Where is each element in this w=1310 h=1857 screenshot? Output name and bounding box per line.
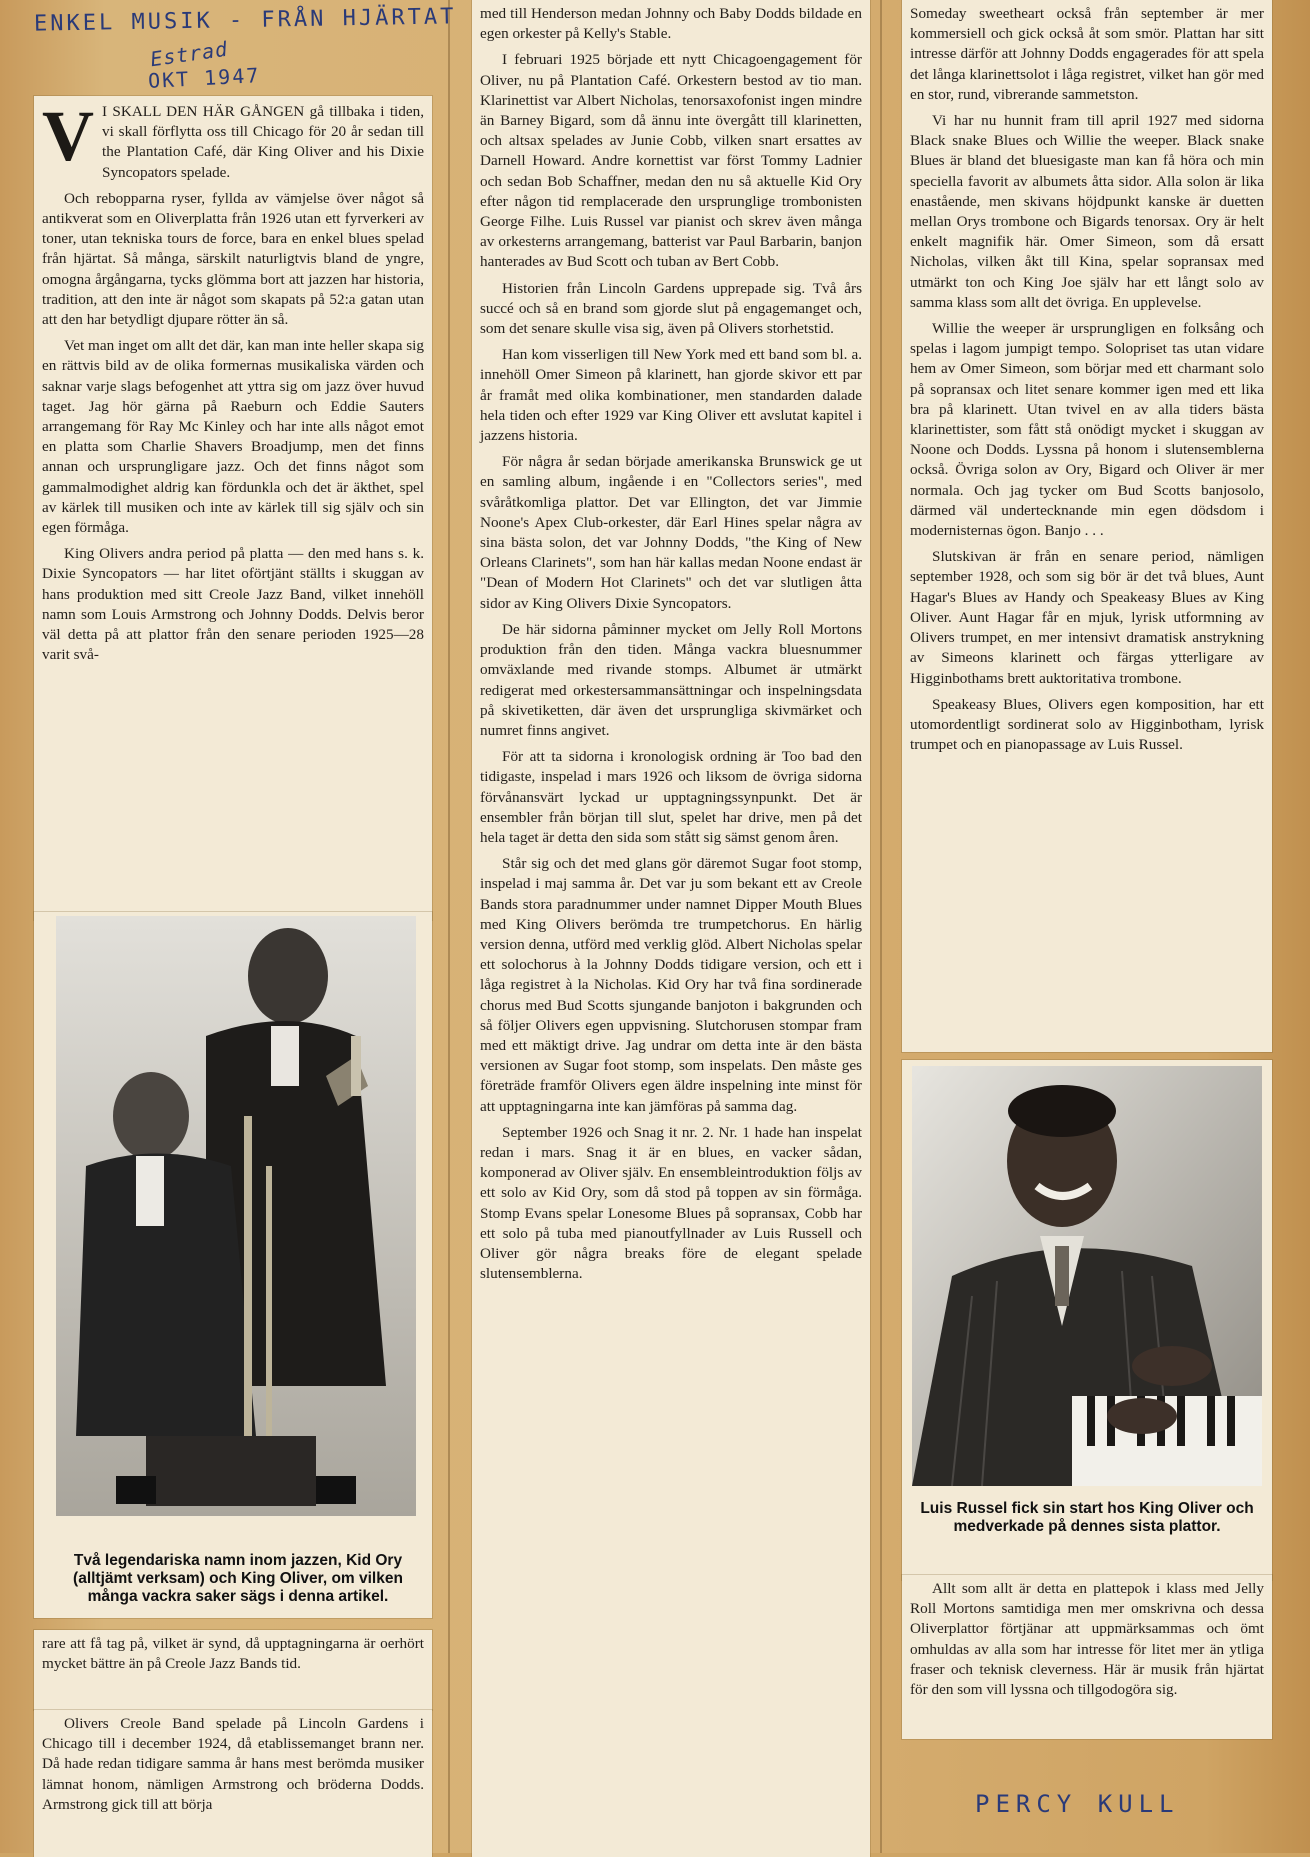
paragraph: Someday sweetheart också från september är mer kommersiell och gick också åt som smör. Plattan har sitt intresse därför att Johnny Dodds engagerades för att spela det långa klarinettsolot i låga registret, vilket han gör med en stor, rund, vibrerande sammetston. (910, 5, 1264, 103)
handwritten-title: ENKEL MUSIK - FRÅN HJÄRTAT (33, 4, 457, 37)
paragraph: I februari 1925 började ett nytt Chicagoengagement för Oliver, nu på Plantation Café. Orkestern bestod av tio man. Klarinettist var Albert Nicholas, tenorsaxofonist ingen mindre än Barney Bigard, som då ännu inte övergått till klarinetten, och altsax spelades av Junie Cobb, vilken snart ersattes av Darnell Howard. Andre kornettist var först Tommy Ladnier och sedan Bob Schaffner, medan den nu så aktuelle Kid Ory efter någon tid remplacerade den ursprunglige trombonisten George Filhe. Luis Russel var pianist och skrev även många av orkesterns arrangemang, batterist var Paul Barbarin, banjon hanterades av Bud Scott och tuban av Bert Cobb. (480, 51, 862, 271)
paragraph: Vet man inget om allt det där, kan man inte heller skapa sig en rättvis bild av de olika formernas musikaliska värden och saknar varje slags befogenhet att yttra sig om jazz över huvud taget. Jag hör gärna på Raeburn och Eddie Sauters arrangemang för Ray Mc Kinley och har inte alls något emot en platta som Charlie Shavers Broadjump, men det finns annan och ursprungligare jazz. Och det finns något som gammalmodighet aldrig kan fördunkla och det är äkthet, spel av kärlek till musiken och inte av kärlek till sig själv och sin egen förmåga. (42, 337, 424, 537)
photo-caption-2: Luis Russel fick sin start hos King Oliver och medverkade på dennes sista plattor. (920, 1500, 1254, 1535)
clipping-col3-top (902, 0, 1272, 1052)
handwritten-date: OKT 1947 (147, 63, 261, 93)
clipping-col1-bottom (34, 1710, 432, 1857)
paragraph: För att ta sidorna i kronologisk ordning är Too bad den tidigaste, inspelad i mars 1926 och liksom de övriga sidorna förvånansvärt lyckad ur upptagningssynpunkt. Det är ensembler från början till slut, spelet har drive, men på det hela taget är detta den sida som stått sig sämst genom åren. (480, 748, 862, 846)
handwritten-source: Estrad (148, 36, 230, 72)
paragraph: Historien från Lincoln Gardens upprepade sig. Två års succé och så en brand som gjorde slut på engagemanget och, som det senare skulle visa sig, även på Olivers storhetstid. (480, 279, 862, 338)
paragraph: Slutskivan är från en senare period, nämligen september 1928, och som sig bör är det två blues, Aunt Hagar's Blues av Handy och Speakeasy Blues av King Oliver. Aunt Hagar får en mjuk, lyrisk utformning av Olivers trumpet, en mer intensivt dramatisk anstrykning av Simeons klarinett och färgas ytterligare av Higginbothams brett auktoritativa trombone. (910, 548, 1264, 687)
clipping-col2 (472, 0, 870, 1857)
paragraph: King Olivers andra period på platta — den med hans s. k. Dixie Syncopators — har litet oförtjänt ställts i skuggan av hans produktion med sitt Creole Jazz Band, vilket innehöll namn som Louis Armstrong och Johnny Dodds. Delvis beror väl detta på att plattor från den senare perioden 1925—28 varit svå- (42, 545, 424, 664)
photo-caption-1: Två legendariska namn inom jazzen, Kid Ory (alltjämt verksam) och King Oliver, om vilken många vackra saker sägs i denna artikel. (73, 1552, 403, 1605)
column-divider (880, 0, 882, 1853)
paragraph: Står sig och det med glans gör däremot Sugar foot stomp, inspelad i maj samma år. Det var ju som bekant ett av Creole Bands stora paradnummer under namnet Dipper Mouth Blues med King Olivers berömda tre trumpetchorus. En härlig version denna, utförd med verklig glöd. Albert Nicholas spelar ett solochorus à la Johnny Dodds tidigare version, och ett i låga registret à la Nicholas. Kid Ory har två fina sordinerade chorus med Bud Scotts sjungande banjoton i bakgrunden och så följer Olivers egen uppvisning. Slutchorusen stompar fram med ett mäktigt drive. Jag undrar om detta inte är den bästa versionen av Sugar foot stomp, som inspelats. Den måste ges företräde framför Olivers egen äldre inspelning inte minst för att upptagningarna inte kan jämföras på samma dag. (480, 855, 862, 1115)
paragraph: Willie the weeper är ursprungligen en folksång och spelas i lagom jumpigt tempo. Solopriset tas utan vidare hem av Omer Simeon, som börjar med ett charmant solo på sopransax och litet senare kommer igen med ett lika bra på klarinett. Utan tvivel en av alla tiders bästa klarinettister, som fått stå onödigt mycket i skuggan av Noone och Dodds. Lyssna på honom i slutensemblerna också. Övriga solon av Ory, Bigard och Oliver är mer normala. Och jag tycker om Bud Scotts banjosolo, därmed väl undertecknande min egen dödsdom i modernisternas ögon. Banjo . . . (910, 320, 1264, 540)
paragraph: rare att få tag på, vilket är synd, då upptagningarna är oerhört mycket bättre än på Creole Jazz Bands tid. (42, 1635, 424, 1673)
paragraph: Allt som allt är detta en plattepok i klass med Jelly Roll Mortons samtidiga men mer omskrivna och dessa Oliverplattor förtjänar att uppmärksammas och ömt omhuldas av alla som har intresse för litet mer än ytliga fraser och teknisk cleverness. Här är musik från hjärtat för den som vill lyssna och tillgodogöra sig. (910, 1580, 1264, 1699)
clipping-col1-mid (34, 1630, 432, 1710)
paragraph: De här sidorna påminner mycket om Jelly Roll Mortons produktion från den tiden. Många vackra bluesnummer omväxlande med rivande stomps. Albumet är utmärkt redigerat med orkestersammansättningar och inspelningsdata på skivetiketten, där även det ursprungliga skivmärket och numret finns angivet. (480, 620, 862, 739)
paragraph: För några år sedan började amerikanska Brunswick ge ut en samling album, ingående i en "Collectors series", med svåråtkomliga plattor. Det var Ellington, det var Jimmie Noone's Apex Club-orkester, där Earl Hines spelar några av sina bästa solon, det var Johnny Dodds, "the King of New Orleans Clarinets", som han här kallas medan Noone endast är "Dean of Modern Hot Clarinets" och det var slutligen åtta sidor av King Olivers Dixie Syncopators. (480, 453, 862, 612)
photo-ory-oliver (56, 916, 416, 1516)
paragraph: Vi har nu hunnit fram till april 1927 med sidorna Black snake Blues och Willie the weeper. Black snake Blues är bland det bluesigaste man kan få höra och min speciella favorit av albumets åtta sidor. Alla solon är lika enastående, men skivans höjdpunkt kanske är duetten mellan Orys trombone och Bigards tenorsax. Ory är helt enkelt magnifik här. Omer Simeon, som då ersatt Nicholas, vilken åkt till Kina, spelar sopransax med utmärkt ton och King Joe själv har ett långt solo av samma klass som allt det övriga. En upplevelse. (910, 112, 1264, 311)
paragraph: September 1926 och Snag it nr. 2. Nr. 1 hade han inspelat redan i mars. Snag it är en blues, en vacker sådan, komponerad av Oliver själv. En ensembleintroduktion följs av ett solo av Kid Ory, som då stod på toppen av sin förmåga. Stomp Evans spelar Lonesome Blues på sopransax, Cobb har ett solo på tuba med pianoutfyllnader av Luis Russell och Oliver gör några breaks före de elegant spelade slutensemblerna. (480, 1123, 862, 1283)
paragraph: Han kom visserligen till New York med ett band som bl. a. innehöll Omer Simeon på klarinett, han gjorde skivor ett par år framåt med olika kombinationer, men standarden dalade hela tiden och efter 1929 var King Oliver ett avslutat kapitel i jazzens historia. (480, 346, 862, 445)
drop-cap: V (42, 96, 94, 176)
photo-luis-russel (912, 1066, 1262, 1486)
handwritten-signature: PERCY KULL (975, 1790, 1180, 1818)
clipping-col1-top (34, 96, 432, 920)
paragraph: Olivers Creole Band spelade på Lincoln Gardens i Chicago till i december 1924, då etablissemanget brann ner. Då hade redan tidigare samma år hans mest berömda musiker lämnat honom, nämligen Armstrong och bröderna Dodds. Armstrong gick till att börja (42, 1715, 424, 1813)
clipping-col3-bottom (902, 1575, 1272, 1739)
photo-clipping-1 (34, 912, 432, 1618)
paragraph: Speakeasy Blues, Olivers egen komposition, har ett utomordentligt sordinerat solo av Higginbotham, lyrisk trumpet och en pianopassage av Luis Russel. (910, 695, 1264, 754)
photo-clipping-2 (902, 1060, 1272, 1580)
paragraph: I SKALL DEN HÄR GÅNGEN gå tillbaka i tiden, vi skall förflytta oss till Chicago för 20 år sedan till the Plantation Café, där King Oliver and his Dixie Syncopators spelade. (102, 103, 424, 181)
paragraph: Och rebopparna ryser, fyllda av vämjelse över något så antikverat som en Oliverplatta från 1926 utan ett fyrverkeri av toner, utan tekniska tours de force, bara en enkel blues spelad från hjärtat. Så många, särskilt naturligtvis bland de yngre, omogna årgångarna, tycks glömma bort att jazzen har historia, tradition, att den inte är något som skapats på 52:a gatan utan att den har betydligt djupare rötter än så. (42, 189, 424, 329)
paragraph: med till Henderson medan Johnny och Baby Dodds bildade en egen orkester på Kelly's Stable. (480, 5, 862, 43)
column-divider (448, 0, 450, 1853)
